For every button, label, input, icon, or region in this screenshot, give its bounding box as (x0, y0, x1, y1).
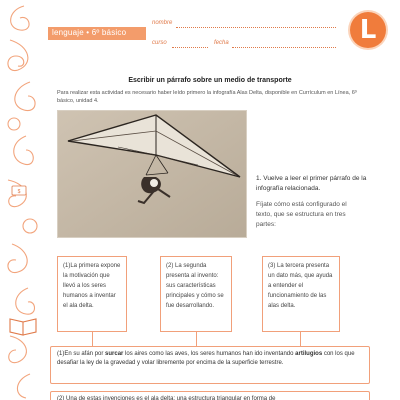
course-label: curso (152, 40, 167, 46)
paragraph-text: con los que desafiar la ley de la gravedad y volar libremente por encima de la superficie terrestre. (57, 351, 355, 366)
instruction-body: Fíjate cómo está configurado el texto, que se estructura en tres partes: (256, 201, 347, 228)
course-field[interactable] (172, 47, 208, 48)
structure-box-1: (1)La primera expone la motivación que llevó a los seres humanos a inventar el ala delta. (57, 256, 127, 332)
paragraph-box-2 (50, 391, 370, 400)
swirl-doodle (14, 136, 34, 165)
paragraph-text: (1)En su afán por (57, 351, 106, 357)
intro-text: Para realizar esta actividad es necesario haber leído primero la infografía Alas Delta, disponible en Currículum en Línea, 6º básico, unidad 4. (57, 90, 357, 104)
subject-badge (350, 12, 386, 48)
badge-letter: L (359, 15, 377, 45)
paragraph-bold-word: surcar (105, 351, 124, 357)
swirl-doodle (15, 82, 35, 111)
swirl-doodle (17, 374, 30, 398)
paragraph-bold-word: artilugios (295, 351, 323, 357)
book-icon (10, 319, 36, 335)
margin-doodles (0, 0, 48, 400)
swirl-doodle (9, 336, 27, 363)
structure-box-2: (2) La segunda presenta al invento: sus características principales y cómo se fue desarrollando. (160, 256, 232, 332)
connector-line (92, 332, 93, 346)
swirl-doodle (8, 40, 28, 71)
paragraph-box-1 (50, 346, 370, 384)
hang-glider-image (58, 111, 247, 238)
date-label: fecha (214, 40, 229, 46)
paragraph-text: (2) Una de estas invenciones es el ala delta: una estructura triangular en forma de (57, 396, 276, 400)
date-field[interactable] (232, 47, 336, 48)
connector-line (196, 332, 197, 346)
svg-text:$: $ (17, 189, 21, 195)
name-label: nombre (152, 20, 173, 26)
subject-label: lenguaje • 6º básico (52, 28, 127, 37)
connector-line (300, 332, 301, 346)
instruction-step: 1. Vuelve a leer el primer párrafo de la infografía relacionada. (256, 175, 367, 192)
circle-doodle (23, 219, 37, 233)
paragraph-text: los aires como las aves, los seres humanos han ido inventando (123, 351, 296, 357)
document-title: Escribir un párrafo sobre un medio de transporte (128, 77, 292, 84)
swirl-doodle (11, 6, 29, 30)
swirl-doodle (8, 244, 27, 273)
ticket-icon (12, 186, 26, 195)
name-field[interactable] (176, 27, 336, 28)
circle-doodle (8, 118, 20, 130)
swirl-doodle (16, 288, 35, 314)
hang-glider-photo (57, 110, 247, 238)
structure-box-3: (3) La tercera presenta un dato más, que ayuda a entender el funcionamiento de las alas delta. (262, 256, 340, 332)
